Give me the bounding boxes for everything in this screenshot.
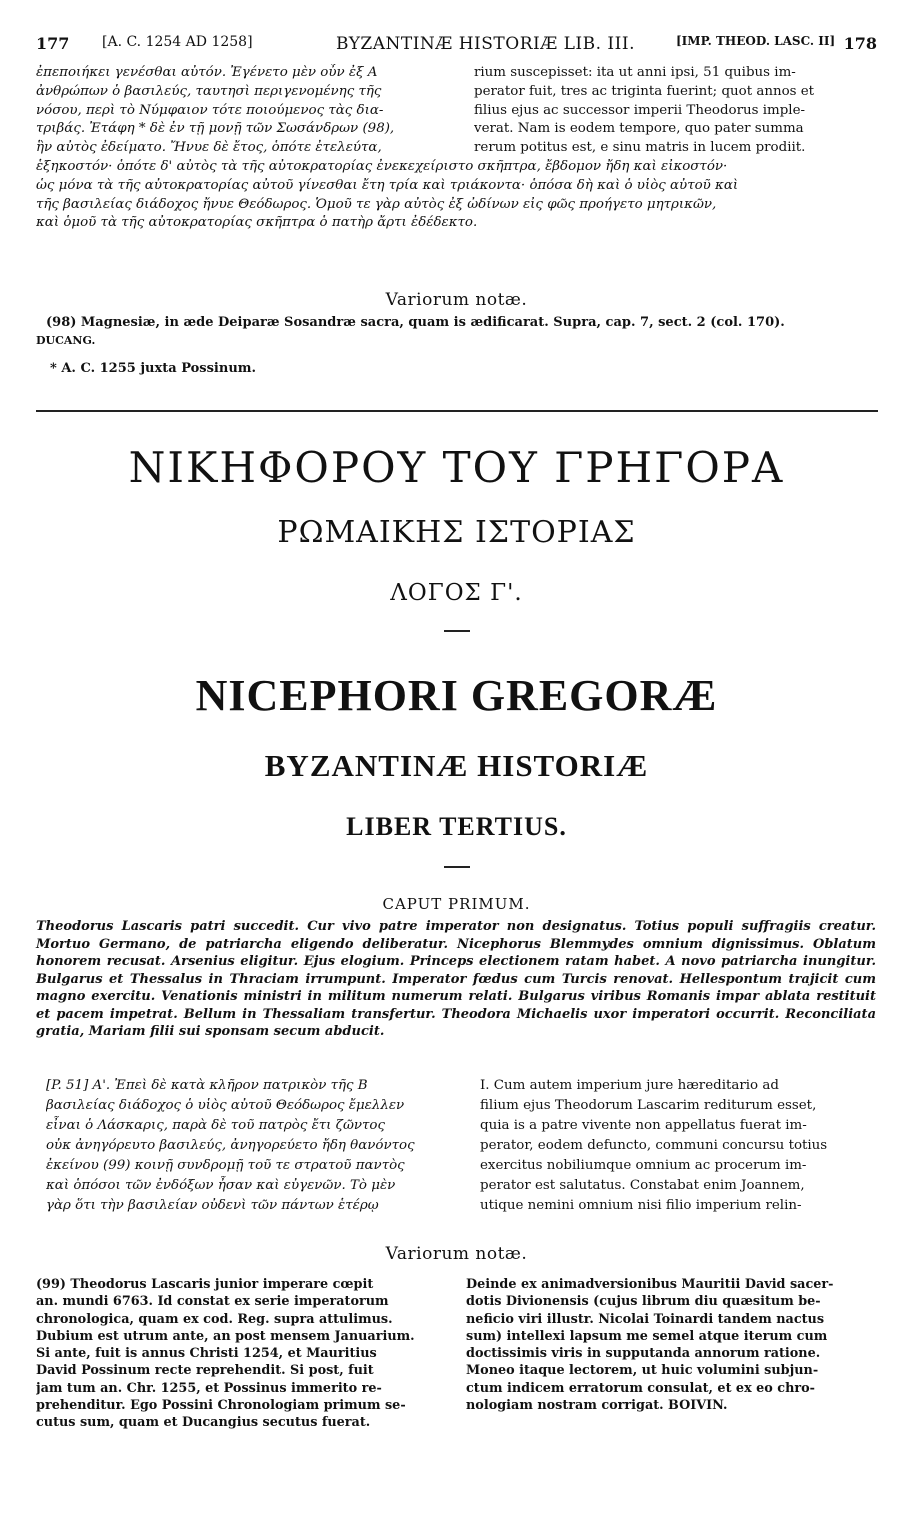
note-line: Moneo itaque lectorem, ut huic volumini subjun-	[466, 1363, 819, 1379]
text-line: τῆς βασιλείας διάδοχος ἤνυε Θεόδωρος. Ὁμοῦ τε γὰρ αὐτὸς ἐξ ὠδίνων εἰς φῶς προήγετο μητρικῶν,	[36, 196, 717, 212]
text-line: καὶ ὁμοῦ τὰ τῆς αὐτοκρατορίας σκῆπτρα ὁ πατὴρ ἄρτι ἐδέδεκτο.	[36, 215, 478, 231]
latin-work-title: BYZANTINÆ HISTORIÆ	[264, 748, 649, 783]
text-line: quia is a patre vivente non appellatus fuerat im-	[480, 1118, 807, 1133]
left-date-range: [A. C. 1254 AD 1258]	[102, 34, 253, 50]
text-line: verat. Nam is eodem tempore, quo pater summa	[474, 121, 804, 137]
latin-author-title: NICEPHORI GREGORÆ	[195, 671, 718, 720]
section-rule	[36, 410, 878, 412]
caput-heading: CAPUT PRIMUM.	[382, 895, 531, 913]
note-98-author: DUCANG.	[36, 334, 96, 347]
note-99-left	[36, 1276, 454, 1432]
top-latin-column	[474, 64, 878, 158]
text-line: εἶναι ὁ Λάσκαρις, παρὰ δὲ τοῦ πατρὸς ἔτι ζῶντος	[46, 1118, 385, 1133]
chapter-summary: Theodorus Lascaris patri succedit. Cur vivo patre imperator non designatus. Totius populi suffragiis creatur. Mortuo Germano, de patriarcha eligendo deliberatur. Nicephorus Blemmydes omnium dignissimus. Oblatum honorem recusat. Arsenius eligitur. Ejus elogium. Princeps electionem ratam habet. A novo patriarcha inungitur. Bulgarus et Thessalus in Thraciam irrumpunt. Imperator fœdus cum Turcis renovat. Hellespontum trajicit cum magno exercitu. Venationis ministri in militum numerum relati. Bulgarus viribus Romanis impar ablata restituit et pacem impetrat. Bellum in Thessaliam transfertur. Theodora Michaelis uxor imperatori occurrit. Reconciliata gratia, Mariam filii sui sponsam secum abducit.	[36, 919, 876, 1039]
top-greek-full-width	[36, 158, 878, 233]
text-line: βασιλείας διάδοχος ὁ υἱὸς αὐτοῦ Θεόδωρος ἔμελλεν	[46, 1098, 405, 1113]
note-line: (99) Theodorus Lascaris junior imperare cœpit	[36, 1277, 374, 1292]
running-title: BYZANTINÆ HISTORIÆ LIB. III.	[336, 34, 635, 54]
note-line: ctum indicem erratorum consulat, et ex eo chro-	[466, 1380, 815, 1396]
running-header	[36, 34, 877, 56]
text-line: ὡς μόνα τὰ τῆς αὐτοκρατορίας αὐτοῦ γίνεσθαι ἔτη τρία καὶ τριάκοντα· ὁπόσα δὴ καὶ ὁ υἱὸς αὐτοῦ καὶ	[36, 177, 739, 193]
text-line: τριβάς. Ἐτάφη * δὲ ἐν τῇ μονῇ τῶν Σωσάνδρων (98),	[36, 121, 395, 137]
text-line: exercitus nobiliumque omnium ac procerum im-	[480, 1158, 807, 1173]
note-line: neficio viri illustr. Nicolai Toinardi tandem nactus	[466, 1311, 825, 1327]
chapter-greek-column	[46, 1076, 468, 1216]
note-line: prehenditur. Ego Possini Chronologiam primum se-	[36, 1398, 406, 1414]
text-line: perator, eodem defuncto, communi concursu totius	[480, 1138, 828, 1153]
text-line: filius ejus ac successor imperii Theodorus imple-	[474, 102, 806, 118]
greek-author-title: ΝΙΚΗΦΟΡΟΥ ΤΟΥ ΓΡΗΓΟΡΑ	[128, 443, 785, 492]
text-line: rium suscepisset: ita ut anni ipsi, 51 quibus im-	[474, 65, 796, 80]
right-page-number: 178	[843, 34, 877, 53]
note-98: (98) Magnesiæ, in æde Deiparæ Sosandræ sacra, quam is ædificarat. Supra, cap. 7, sect. 2 (col. 170).	[46, 315, 785, 330]
text-line: [P. 51] Α'. Ἐπεὶ δὲ κατὰ κλῆρον πατρικὸν τῆς B	[46, 1078, 368, 1093]
text-line: οὐκ ἀνηγόρευτο βασιλεύς, ἀνηγορεύετο ἤδη θανόντος	[46, 1138, 415, 1153]
latin-book-title: LIBER TERTIUS.	[346, 812, 567, 841]
text-line: I. Cum autem imperium jure hæreditario ad	[480, 1078, 779, 1093]
text-line: ἐκείνου (99) κοινῇ συνδρομῇ τοῦ τε στρατοῦ παντὸς	[46, 1158, 405, 1173]
text-line: perator fuit, tres ac triginta fuerint; quot annos et	[474, 83, 815, 99]
note-line: dotis Divionensis (cujus librum diu quæsitum be-	[466, 1294, 821, 1310]
text-line: filium ejus Theodorum Lascarim rediturum esset,	[480, 1098, 817, 1113]
text-line: γὰρ ὅτι τὴν βασιλείαν οὐδενὶ τῶν πάντων ἑτέρῳ	[46, 1198, 379, 1213]
right-emperor-tag: [IMP. THEOD. LASC. II]	[676, 34, 836, 48]
left-page-number: 177	[36, 34, 70, 53]
notes-heading-1: Variorum notæ.	[385, 290, 528, 310]
note-line: doctissimis viris in supputanda annorum ratione.	[466, 1346, 821, 1362]
note-line: an. mundi 6763. Id constat ex serie imperatorum	[36, 1294, 389, 1310]
text-line: νόσου, περὶ τὸ Νύμφαιον τότε ποιούμενος τὰς δια-	[36, 102, 384, 118]
note-line: cutus sum, quam et Ducangius secutus fuerat.	[36, 1415, 371, 1431]
text-line: ἀνθρώπων ὁ βασιλεύς, ταυτησὶ περιγενομένης τῆς	[36, 83, 382, 99]
note-line: David Possinum recte reprehendit. Si post, fuit	[36, 1363, 374, 1379]
text-line: ἣν αὐτὸς ἐδείματο. Ἤνυε δὲ ἔτος, ὁπότε ἐτελεύτα,	[36, 140, 382, 156]
note-line: Si ante, fuit is annus Christi 1254, et Mauritius	[36, 1346, 377, 1362]
note-line: Deinde ex animadversionibus Mauritii David sacer-	[466, 1277, 834, 1292]
top-greek-column	[36, 64, 468, 158]
text-line: rerum potitus est, e sinu matris in lucem prodiit.	[474, 140, 806, 156]
text-line: ἑξηκοστόν· ὁπότε δ' αὐτὸς τὰ τῆς αὐτοκρατορίας ἐνεκεχείριστο σκῆπτρα, ἔβδομον ἤδη καὶ εἰκοστόν·	[36, 159, 728, 174]
chapter-latin-column	[480, 1076, 878, 1216]
text-line: perator est salutatus. Constabat enim Joannem,	[480, 1178, 805, 1193]
note-line: Dubium est utrum ante, an post mensem Januarium.	[36, 1328, 415, 1344]
note-line: sum) intellexi lapsum me semel atque iterum cum	[466, 1328, 828, 1344]
text-line: ἐπεποιήκει γενέσθαι αὐτόν. Ἐγένετο μὲν οὖν ἐξ A	[36, 65, 378, 80]
greek-book-title: ΛΟΓΟΣ Γ'.	[390, 580, 523, 606]
title-dash	[444, 866, 470, 868]
greek-work-title: ΡΩΜΑΙΚΗΣ ΙΣΤΟΡΙΑΣ	[277, 515, 636, 550]
note-line: nologiam nostram corrigat. BOIVIN.	[466, 1398, 728, 1414]
note-99-right	[466, 1276, 878, 1414]
note-star: * A. C. 1255 juxta Possinum.	[50, 361, 257, 376]
note-line: chronologica, quam ex cod. Reg. supra attulimus.	[36, 1311, 393, 1327]
notes-heading-2: Variorum notæ.	[385, 1244, 528, 1264]
note-line: jam tum an. Chr. 1255, et Possinus immerito re-	[36, 1380, 382, 1396]
text-line: καὶ ὁπόσοι τῶν ἐνδόξων ἦσαν καὶ εὐγενῶν. Τὸ μὲν	[46, 1178, 396, 1193]
title-dash	[444, 630, 470, 632]
text-line: utique nemini omnium nisi filio imperium relin-	[480, 1198, 802, 1213]
